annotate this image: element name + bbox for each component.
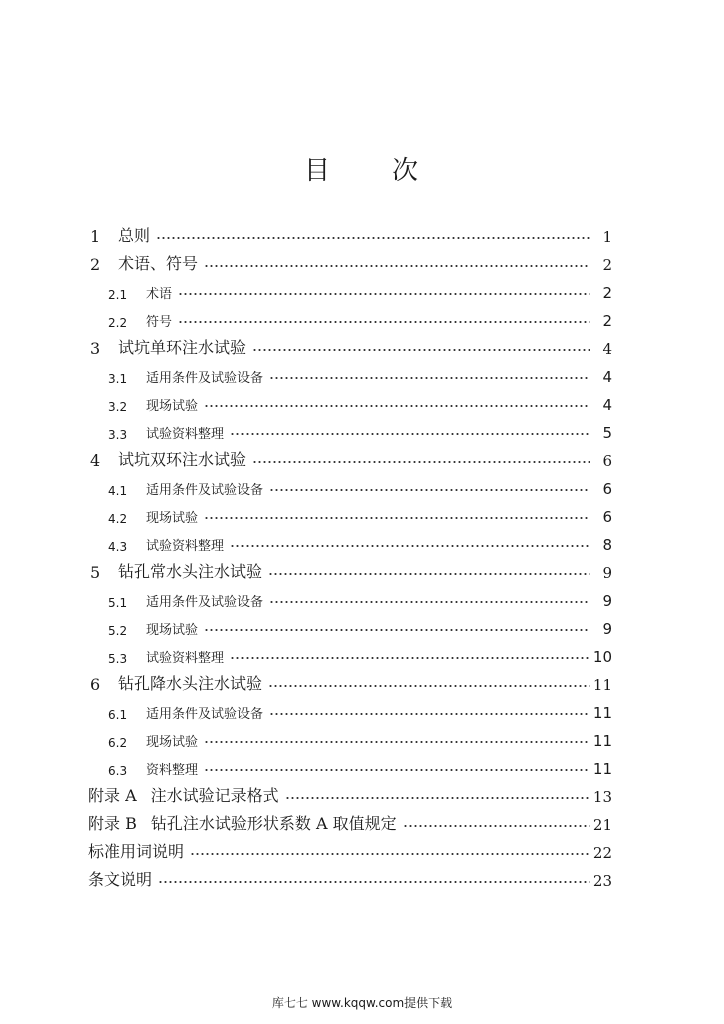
toc-number: 4.1 (108, 484, 128, 498)
toc-label: 试验资料整理 (146, 427, 225, 442)
toc-page-number: 4 (602, 368, 612, 386)
toc-label: 试坑单环注水试验 (118, 338, 247, 357)
toc-label: 钻孔注水试验形状系数 A 取值规定 (150, 814, 397, 833)
toc-page-number: 11 (592, 732, 612, 750)
toc-page-number: 23 (592, 872, 612, 890)
toc-page-number: 6 (602, 452, 612, 470)
toc-entry (88, 726, 612, 750)
page-title (0, 150, 724, 187)
toc-label: 试坑双环注水试验 (118, 450, 247, 469)
toc-number: 6.2 (108, 736, 128, 750)
toc-number: 2.2 (108, 316, 128, 330)
toc-leader-dots (269, 599, 590, 605)
toc-entry (88, 866, 612, 890)
toc-entry (88, 586, 612, 610)
toc-page-number: 9 (602, 620, 612, 638)
toc-appendix-number: 附录 B (88, 814, 137, 833)
toc-leader-dots (158, 879, 590, 885)
toc-entry (88, 782, 612, 806)
toc-page-number: 5 (602, 424, 612, 442)
toc-number: 5.3 (108, 652, 128, 666)
toc-page-number: 11 (592, 676, 612, 694)
toc-leader-dots (204, 263, 590, 269)
toc-label: 总则 (118, 226, 151, 245)
toc-number: 3.2 (108, 400, 128, 414)
toc-page-number: 2 (602, 312, 612, 330)
toc-number: 5.2 (108, 624, 128, 638)
toc-number: 6.1 (108, 708, 128, 722)
toc-page-number: 9 (602, 564, 612, 582)
toc-number: 5.1 (108, 596, 128, 610)
toc-entry (88, 250, 612, 274)
toc-page-number: 11 (592, 704, 612, 722)
toc-page-number: 4 (602, 396, 612, 414)
toc-label: 术语 (146, 287, 173, 302)
toc-leader-dots (268, 683, 590, 689)
toc-number: 4 (90, 451, 101, 470)
toc-entry (88, 390, 612, 414)
toc-entry (88, 754, 612, 778)
toc-number: 1 (90, 227, 101, 246)
toc-page-number: 9 (602, 592, 612, 610)
toc-label: 适用条件及试验设备 (146, 707, 264, 722)
title-char-2: 次 (392, 156, 421, 186)
toc-page-number: 1 (602, 228, 612, 246)
toc-label: 术语、符号 (118, 254, 199, 273)
toc-label: 钻孔降水头注水试验 (118, 674, 263, 693)
toc-leader-dots (252, 459, 590, 465)
toc-number: 3.3 (108, 428, 128, 442)
toc-leader-dots (204, 739, 590, 745)
toc-label: 现场试验 (146, 511, 199, 526)
toc-leader-dots (268, 571, 590, 577)
toc-label: 注水试验记录格式 (150, 786, 279, 805)
title-char-1: 目 (303, 156, 332, 186)
toc-leader-dots (190, 851, 590, 857)
toc-label: 试验资料整理 (146, 539, 225, 554)
toc-leader-dots (403, 823, 590, 829)
toc-page-number: 6 (602, 480, 612, 498)
toc-leader-dots (204, 515, 590, 521)
toc-page-number: 4 (602, 340, 612, 358)
toc-page-number: 21 (592, 816, 612, 834)
toc-number: 6 (90, 675, 101, 694)
toc-entry (88, 670, 612, 694)
toc-entry (88, 362, 612, 386)
toc-number: 4.3 (108, 540, 128, 554)
toc-label: 适用条件及试验设备 (146, 595, 264, 610)
toc-label: 现场试验 (146, 623, 199, 638)
toc-label: 资料整理 (146, 763, 199, 778)
toc-label: 符号 (146, 315, 173, 330)
toc-entry (88, 838, 612, 862)
toc-page-number: 2 (602, 284, 612, 302)
toc-leader-dots (252, 347, 590, 353)
toc-entry (88, 810, 612, 834)
toc-entry (88, 558, 612, 582)
toc-label: 钻孔常水头注水试验 (118, 562, 263, 581)
toc-page-number: 10 (592, 648, 612, 666)
toc-leader-dots (178, 291, 590, 297)
toc-number: 2.1 (108, 288, 128, 302)
toc-page-number: 6 (602, 508, 612, 526)
toc-label: 适用条件及试验设备 (146, 371, 264, 386)
toc-page-number: 22 (592, 844, 612, 862)
toc-page-number: 2 (602, 256, 612, 274)
toc-leader-dots (269, 375, 590, 381)
toc-label: 适用条件及试验设备 (146, 483, 264, 498)
toc-number: 3.1 (108, 372, 128, 386)
toc-leader-dots (204, 627, 590, 633)
toc-leader-dots (156, 235, 590, 241)
toc-entry (88, 306, 612, 330)
toc-label: 现场试验 (146, 399, 199, 414)
toc-entry (88, 698, 612, 722)
toc-entry (88, 530, 612, 554)
toc-entry (88, 446, 612, 470)
toc-leader-dots (269, 711, 590, 717)
toc-leader-dots (230, 543, 590, 549)
toc-label: 条文说明 (88, 870, 153, 889)
toc-entry (88, 334, 612, 358)
toc-number: 4.2 (108, 512, 128, 526)
toc-entry (88, 222, 612, 246)
toc-leader-dots (178, 319, 590, 325)
toc-entry (88, 418, 612, 442)
toc-leader-dots (230, 655, 590, 661)
toc-entry (88, 278, 612, 302)
toc-number: 2 (90, 255, 101, 274)
toc-label: 标准用词说明 (88, 842, 185, 861)
toc-leader-dots (204, 767, 590, 773)
toc-number: 3 (90, 339, 101, 358)
toc-entry (88, 474, 612, 498)
toc-number: 6.3 (108, 764, 128, 778)
footer-watermark: 库七七 www.kqqw.com提供下载 (271, 996, 453, 1010)
toc-leader-dots (230, 431, 590, 437)
toc-page-number: 11 (592, 760, 612, 778)
toc-entry (88, 614, 612, 638)
toc-number: 5 (90, 563, 101, 582)
toc-page-number: 13 (592, 788, 612, 806)
toc-entry (88, 642, 612, 666)
toc-label: 现场试验 (146, 735, 199, 750)
toc-leader-dots (285, 795, 590, 801)
toc-page-number: 8 (602, 536, 612, 554)
toc-leader-dots (204, 403, 590, 409)
toc-entry (88, 502, 612, 526)
toc-label: 试验资料整理 (146, 651, 225, 666)
toc-leader-dots (269, 487, 590, 493)
toc-appendix-number: 附录 A (88, 786, 137, 805)
